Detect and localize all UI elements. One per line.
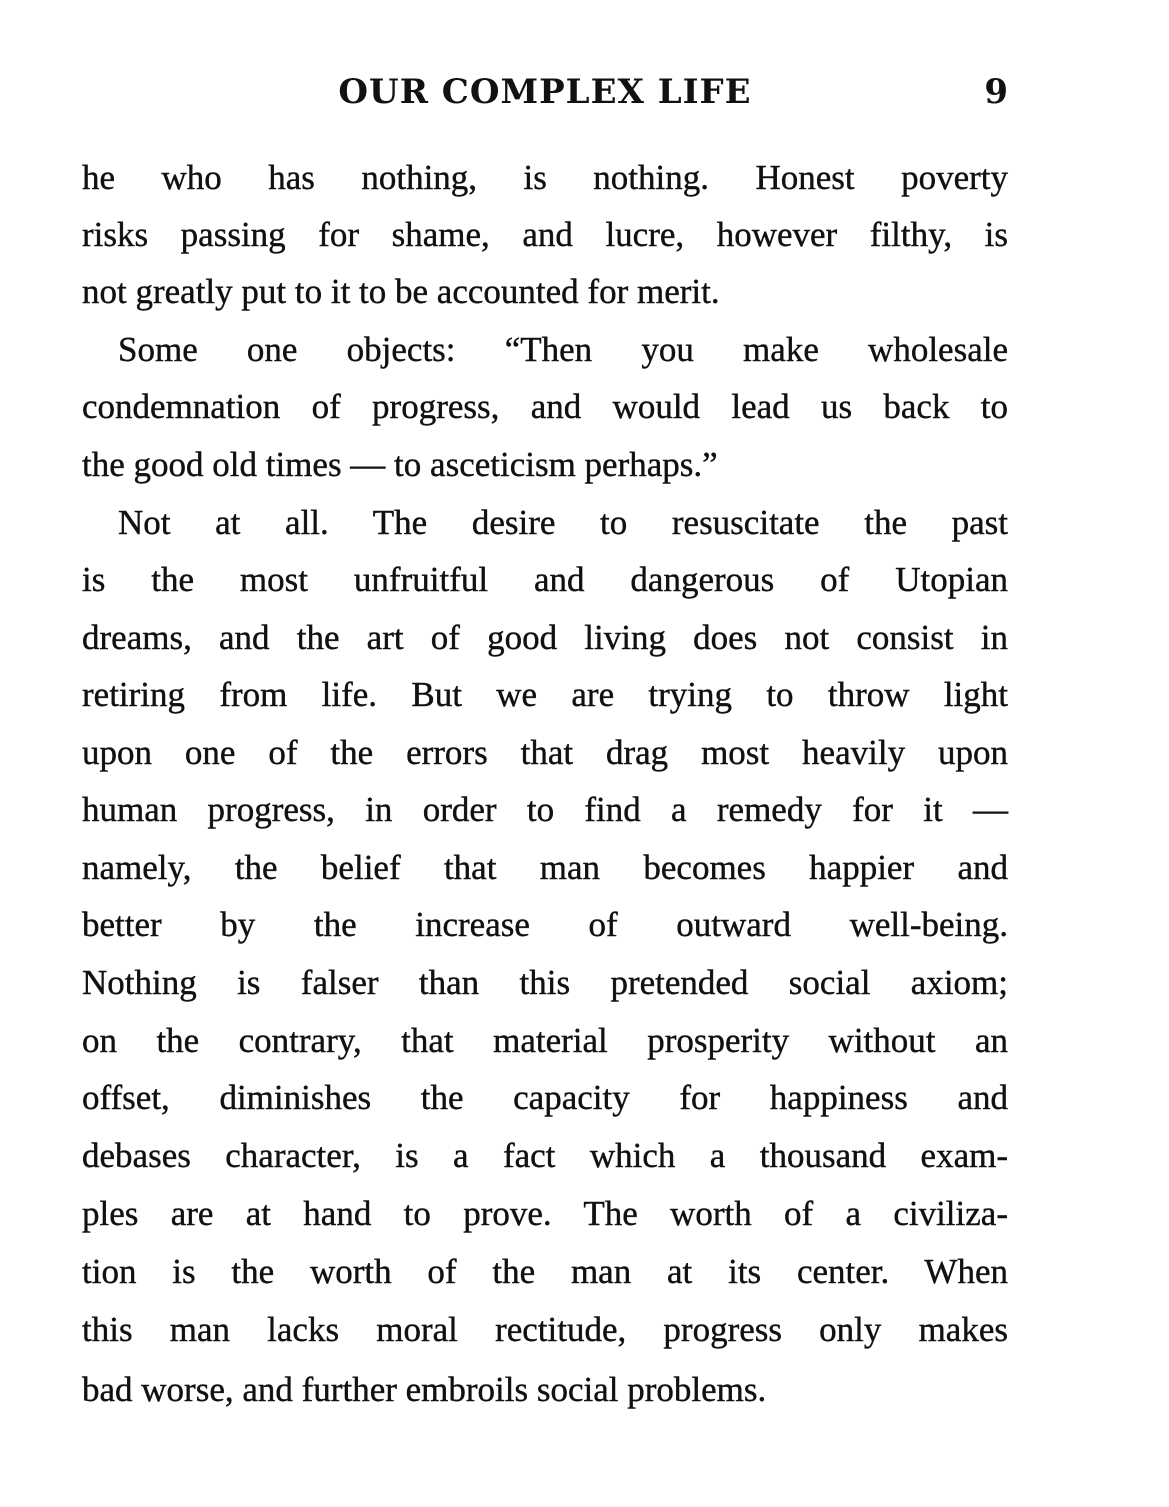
- text-line: namely, the belief that man becomes happier and: [82, 848, 1008, 887]
- text-line: debases character, is a fact which a thousand exam-: [82, 1136, 1008, 1175]
- text-line: Not at all. The desire to resuscitate the past: [118, 503, 1008, 542]
- page-number: 9: [984, 72, 1008, 112]
- text-line: risks passing for shame, and lucre, however filthy, is: [82, 215, 1008, 254]
- text-line: this man lacks moral rectitude, progress only makes: [82, 1310, 1008, 1349]
- text-line: Some one objects: “Then you make wholesale: [118, 330, 1008, 369]
- text-line: human progress, in order to find a remedy for it —: [82, 790, 1008, 829]
- running-title: OUR COMPLEX LIFE: [338, 72, 752, 112]
- text-line: better by the increase of outward well-being.: [82, 905, 1008, 944]
- page-header: [82, 72, 1008, 122]
- text-line: bad worse, and further embroils social problems.: [82, 1370, 767, 1409]
- text-line: he who has nothing, is nothing. Honest poverty: [82, 158, 1008, 197]
- text-line: the good old times — to asceticism perhaps.”: [82, 445, 718, 484]
- text-line: is the most unfruitful and dangerous of Utopian: [82, 560, 1008, 599]
- text-line: condemnation of progress, and would lead us back to: [82, 387, 1008, 426]
- text-line: retiring from life. But we are trying to throw light: [82, 675, 1008, 714]
- text-line: ples are at hand to prove. The worth of a civiliza-: [82, 1194, 1008, 1233]
- text-line: dreams, and the art of good living does not consist in: [82, 618, 1008, 657]
- text-line: offset, diminishes the capacity for happiness and: [82, 1078, 1008, 1117]
- text-line: upon one of the errors that drag most heavily upon: [82, 733, 1008, 772]
- text-line: Nothing is falser than this pretended social axiom;: [82, 963, 1008, 1002]
- text-line: not greatly put to it to be accounted for merit.: [82, 272, 720, 311]
- text-line: on the contrary, that material prosperity without an: [82, 1021, 1008, 1060]
- text-line: tion is the worth of the man at its center. When: [82, 1252, 1008, 1291]
